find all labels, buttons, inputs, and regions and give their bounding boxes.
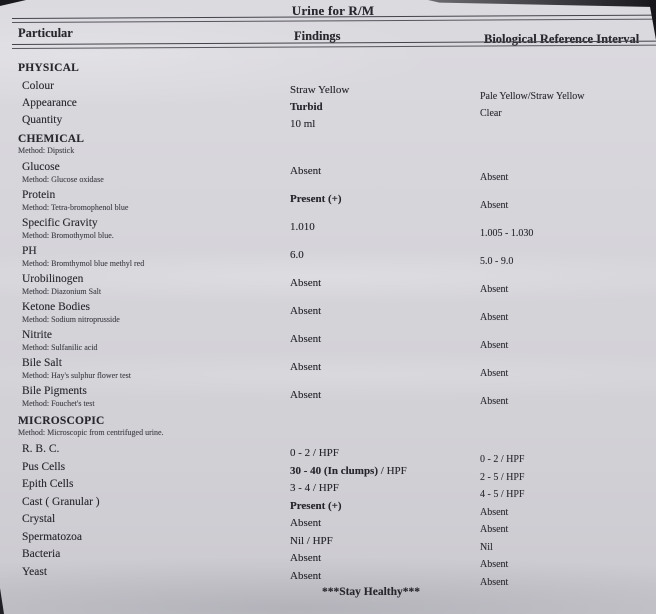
row-finding: 0 - 2 / HPF [290,447,339,459]
photo-edge-shadow-right [647,0,656,40]
row-finding-cell [290,517,480,530]
row-finding: Absent [290,569,322,582]
row-particular-cell [18,357,290,381]
row-method: Method: Diazonium Salt [22,287,102,296]
row-reference: Pale Yellow/Straw Yellow [480,91,585,102]
row-particular: Colour [22,80,54,92]
row-finding: 10 ml [290,118,316,130]
row-particular-cell [18,189,290,213]
row-method: Method: Sodium nitroprusside [22,315,120,324]
column-header-findings: Findings [294,29,341,43]
row-particular: PH [22,245,37,257]
row-finding-cell [290,447,480,460]
section-title: CHEMICAL [18,133,85,145]
row-particular: Crystal [22,513,56,525]
row-finding: Absent [290,361,322,373]
row-finding-cell [290,465,480,478]
row-particular: Protein [22,189,56,201]
row-reference: 5.0 - 9.0 [480,256,514,267]
row-method: Method: Glucose oxidase [22,175,104,184]
row-reference: Absent [480,576,509,588]
row-finding: 6.0 [290,249,304,261]
section-method: Method: Microscopic from centrifuged urine. [18,428,164,437]
row-particular: Bile Pigments [22,385,87,397]
row-particular-cell [18,513,290,526]
report-section [18,62,648,130]
row-finding-cell [290,277,480,301]
row-finding: Absent [290,305,322,317]
row-particular-cell [18,496,290,509]
table-row [18,80,648,102]
row-finding-cell [290,249,480,273]
row-finding-cell [290,552,480,565]
row-reference: Clear [480,108,502,119]
row-particular-cell [18,114,290,127]
row-reference: Absent [480,172,509,183]
row-finding: Present (+) [290,193,342,205]
row-reference: Absent [480,506,509,518]
row-finding-cell [290,193,480,217]
row-particular-cell [18,385,290,409]
section-method: Method: Dipstick [18,146,75,155]
column-header-particular: Particular [18,26,73,40]
row-finding: Absent [290,165,322,177]
row-finding-cell [290,118,480,131]
row-finding: Absent [290,389,322,401]
row-method: Method: Bromothymol blue. [22,231,114,240]
section-rows [18,443,648,588]
row-finding: Nil / HPF [290,534,333,547]
table-row [18,443,648,465]
footer-note: ***Stay Healthy*** [321,585,421,598]
row-reference: 0 - 2 / HPF [480,454,525,465]
row-reference: Absent [480,284,509,295]
row-particular-cell [18,273,290,297]
row-particular-cell [18,301,290,325]
table-row [18,161,648,185]
report-section [18,415,648,588]
column-header-reference: Biological Reference Interval [484,32,640,46]
row-particular-cell [18,478,290,491]
row-particular: Ketone Bodies [22,301,91,313]
row-finding-cell [290,101,480,114]
row-finding-cell [290,389,480,413]
row-finding: Straw Yellow [290,84,350,96]
row-finding: Absent [290,552,322,564]
row-finding-cell [290,500,480,513]
row-finding: 1.010 [290,221,315,233]
row-finding-cell [290,84,480,97]
section-title: PHYSICAL [18,62,80,74]
row-finding-cell [290,333,480,357]
report-section [18,133,648,409]
row-finding: Present (+) [290,499,342,512]
row-method: Method: Fouchet's test [22,399,95,408]
row-reference: Absent [480,312,509,323]
row-particular: Quantity [22,114,63,126]
row-finding: 3 - 4 / HPF [290,482,339,494]
row-finding-cell [290,361,480,385]
row-particular-cell [18,531,290,544]
row-particular: Spermatozoa [22,530,83,543]
row-particular: Glucose [22,161,60,173]
row-particular: Bacteria [22,548,61,560]
row-reference: Absent [480,368,509,379]
row-reference: Absent [480,559,509,570]
row-method: Method: Hay's sulphur flower test [22,371,131,380]
row-finding: Absent [290,333,322,345]
row-finding: Absent [290,277,322,289]
row-particular-cell [18,97,290,110]
row-method: Method: Tetra-bromophenol blue [22,203,129,212]
section-title: MICROSCOPIC [18,415,105,427]
row-reference: Nil [480,541,493,553]
row-method: Method: Bromthymol blue methyl red [22,259,145,268]
row-particular: Epith Cells [22,478,74,490]
row-reference: Absent [480,340,509,351]
row-particular: Specific Gravity [22,217,98,229]
row-particular-cell [18,217,290,241]
row-finding-cell [290,482,480,495]
row-finding-cell [290,570,480,583]
row-particular: Bile Salt [22,357,62,369]
row-reference: Absent [480,200,509,211]
row-particular-cell [18,443,290,456]
report-title: Urine for R/M [291,3,375,18]
row-particular: Appearance [22,97,77,109]
photo-edge-shadow-bottom-left [0,588,4,614]
row-reference: 4 - 5 / HPF [480,489,525,500]
row-reference: 1.005 - 1.030 [480,228,534,239]
row-particular: Urobilinogen [22,273,84,285]
row-particular: R. B. C. [22,443,60,455]
row-particular-cell [18,80,290,93]
row-particular: Nitrite [22,329,53,341]
row-finding: 30 - 40 (In clumps) [290,464,379,477]
row-finding: Turbid [290,101,323,113]
row-reference: Absent [480,524,509,535]
row-particular-cell [18,245,290,269]
report-body [18,62,648,588]
row-reference [480,125,648,138]
row-particular-cell [18,329,290,353]
section-rows [18,80,648,130]
row-finding-cell [290,165,480,189]
row-finding-cell [290,535,480,548]
row-particular-cell [18,548,290,561]
row-particular-cell [18,566,290,579]
row-finding-cell [290,221,480,245]
row-particular-cell [18,461,290,474]
row-particular: Yeast [22,565,48,578]
row-reference: 2 - 5 / HPF [480,471,525,483]
row-finding-suffix: / HPF [378,464,407,477]
row-particular-cell [18,161,290,185]
row-method: Method: Sulfanilic acid [22,343,98,352]
row-particular: Pus Cells [22,460,66,473]
row-particular: Cast ( Granular ) [22,495,100,508]
row-reference: Absent [480,396,509,407]
section-header [18,62,648,75]
section-rows [18,161,648,409]
row-finding: Absent [290,517,322,529]
row-finding-cell [290,305,480,329]
